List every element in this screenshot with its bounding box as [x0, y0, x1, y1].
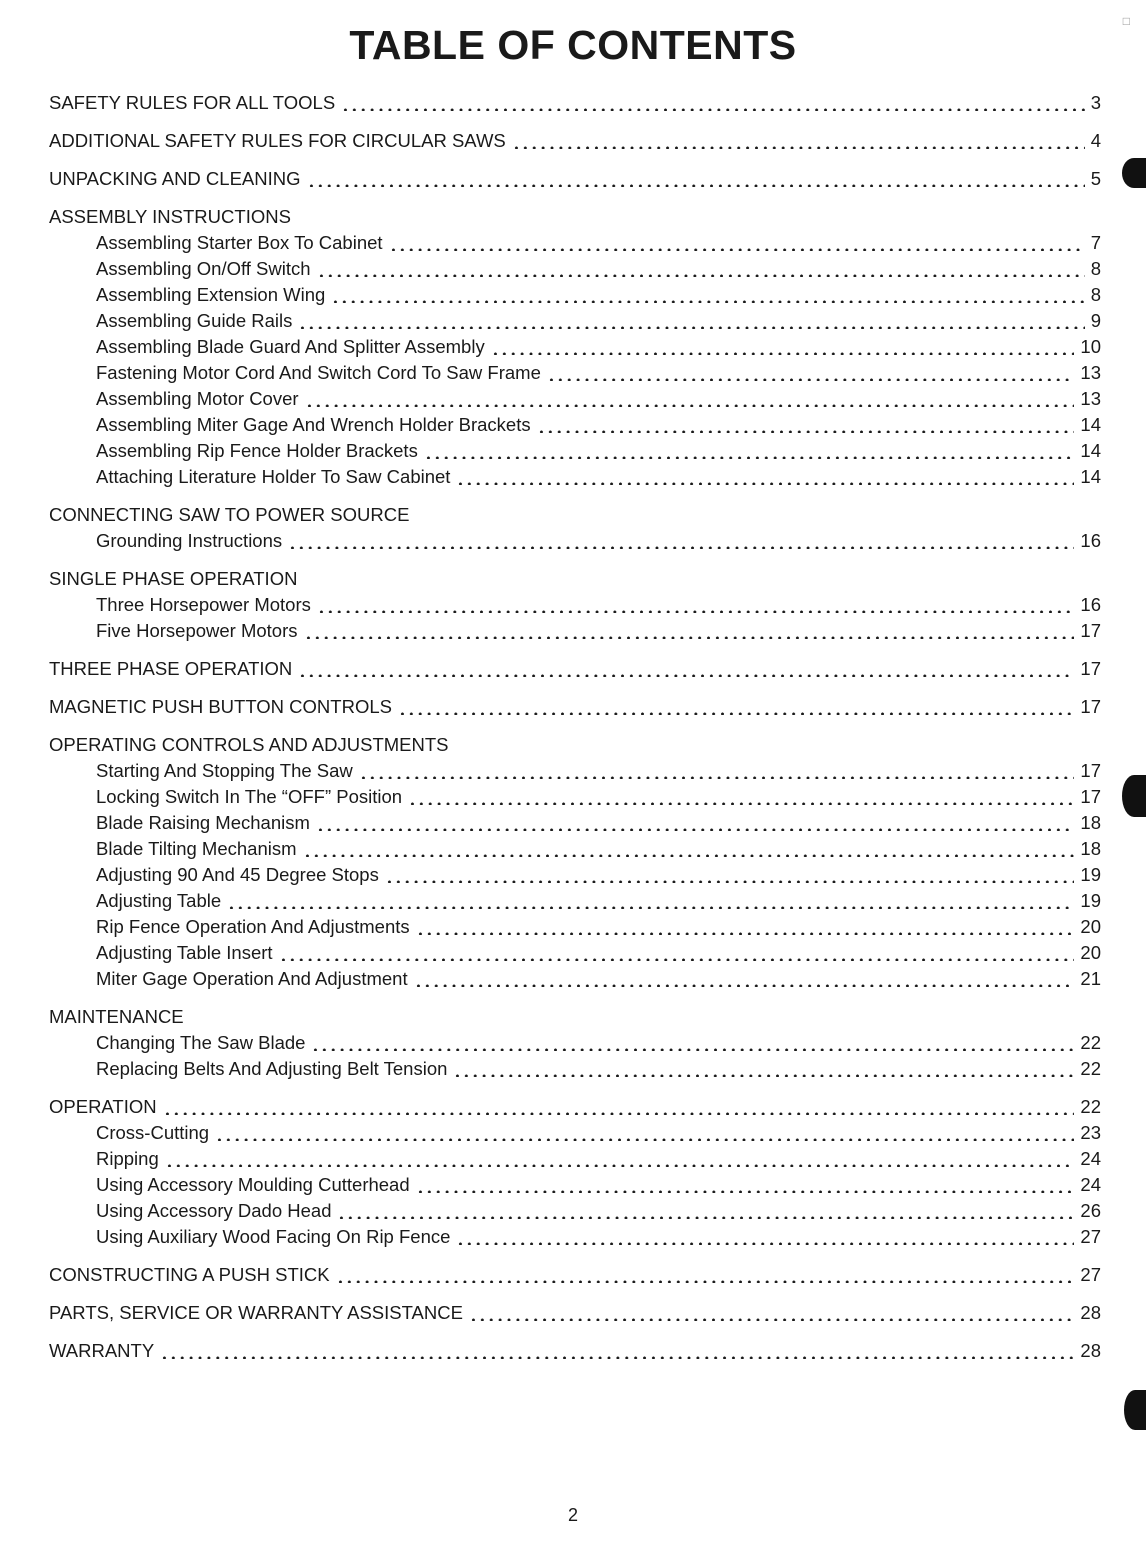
- toc-entry[interactable]: [49, 166, 1101, 192]
- dot-leader: [512, 143, 1085, 149]
- page-title: TABLE OF CONTENTS: [349, 22, 797, 68]
- dot-leader: [389, 245, 1085, 251]
- dot-leader: [163, 1109, 1075, 1115]
- toc-entry[interactable]: [49, 656, 1101, 682]
- toc-page-number: 10: [1080, 336, 1101, 357]
- dot-leader: [317, 271, 1085, 277]
- toc-entry[interactable]: [49, 1094, 1101, 1120]
- dot-leader: [385, 877, 1075, 883]
- toc-entry-label: Adjusting Table: [96, 890, 222, 911]
- toc-subentry[interactable]: [49, 360, 1101, 386]
- toc-entry[interactable]: [49, 694, 1101, 720]
- toc-entry-label: Adjusting Table Insert: [96, 942, 273, 963]
- toc-entry[interactable]: [49, 1338, 1101, 1364]
- toc-section: [49, 166, 1101, 192]
- dot-leader: [453, 1071, 1074, 1077]
- toc-page-number: 13: [1080, 388, 1101, 409]
- toc-subentry[interactable]: [49, 1224, 1101, 1250]
- dot-leader: [307, 181, 1085, 187]
- toc-subentry[interactable]: [49, 592, 1101, 618]
- dot-leader: [456, 479, 1074, 485]
- dot-leader: [416, 1187, 1075, 1193]
- dot-leader: [305, 401, 1075, 407]
- toc-subentry[interactable]: [49, 1120, 1101, 1146]
- dot-leader: [279, 955, 1075, 961]
- toc-entry-label: Five Horsepower Motors: [96, 620, 298, 641]
- toc-section-heading: MAINTENANCE: [49, 1006, 184, 1027]
- toc-page-number: 26: [1080, 1200, 1101, 1221]
- toc-entry-label: Assembling Extension Wing: [96, 284, 326, 305]
- toc-entry[interactable]: [49, 1300, 1101, 1326]
- toc-entry-label: Assembling Motor Cover: [96, 388, 299, 409]
- dot-leader: [298, 671, 1074, 677]
- toc-entry-label: OPERATION: [49, 1096, 157, 1117]
- toc-page-number: 28: [1080, 1340, 1101, 1361]
- toc-subentry[interactable]: [49, 1146, 1101, 1172]
- dot-leader: [414, 981, 1075, 987]
- toc-page-number: 8: [1090, 284, 1101, 305]
- toc-section: [49, 694, 1101, 720]
- toc-entry-label: CONSTRUCTING A PUSH STICK: [49, 1264, 330, 1285]
- toc-entry-label: Assembling Miter Gage And Wrench Holder Brackets: [96, 414, 531, 435]
- page-number: 2: [567, 1505, 578, 1525]
- toc-entry-label: Cross-Cutting: [96, 1122, 210, 1143]
- toc-page-number: 24: [1080, 1148, 1101, 1169]
- dot-leader: [408, 799, 1074, 805]
- dot-leader: [491, 349, 1075, 355]
- toc-page-number: 17: [1080, 786, 1101, 807]
- toc-page-number: 20: [1080, 942, 1101, 963]
- dot-leader: [547, 375, 1075, 381]
- toc-entry-label: UNPACKING AND CLEANING: [49, 168, 301, 189]
- toc-subentry[interactable]: [49, 862, 1101, 888]
- toc-entry-label: Blade Raising Mechanism: [96, 812, 310, 833]
- toc-page-number: 28: [1080, 1302, 1101, 1323]
- toc-subentry[interactable]: [49, 308, 1101, 334]
- toc-entry[interactable]: [49, 1262, 1101, 1288]
- dot-leader: [316, 825, 1075, 831]
- binder-hole-mark: [1122, 775, 1146, 817]
- toc-page-number: 8: [1090, 258, 1101, 279]
- toc-section: [49, 1338, 1101, 1364]
- toc-entry[interactable]: [49, 90, 1101, 116]
- toc-entry-label: Locking Switch In The “OFF” Position: [96, 786, 403, 807]
- dot-leader: [341, 105, 1085, 111]
- toc-subentry[interactable]: [49, 618, 1101, 644]
- dot-leader: [304, 633, 1075, 639]
- toc-page-number: 5: [1090, 168, 1101, 189]
- toc-page-number: 22: [1080, 1032, 1101, 1053]
- dot-leader: [398, 709, 1074, 715]
- toc-entry-label: Changing The Saw Blade: [96, 1032, 306, 1053]
- toc-entry-label: Fastening Motor Cord And Switch Cord To Saw Frame: [96, 362, 541, 383]
- toc-page-number: 19: [1080, 890, 1101, 911]
- toc-entry-label: PARTS, SERVICE OR WARRANTY ASSISTANCE: [49, 1302, 463, 1323]
- toc-entry-label: Using Auxiliary Wood Facing On Rip Fence: [96, 1226, 451, 1247]
- toc-section: [49, 204, 1101, 490]
- toc-subentry[interactable]: [49, 810, 1101, 836]
- toc-section: [49, 502, 1101, 554]
- dot-leader: [303, 851, 1075, 857]
- toc-entry-label: Assembling Starter Box To Cabinet: [96, 232, 383, 253]
- toc-page-number: 18: [1080, 812, 1101, 833]
- toc-page-number: 17: [1080, 620, 1101, 641]
- dot-leader: [336, 1277, 1075, 1283]
- dot-leader: [160, 1353, 1074, 1359]
- toc-page-number: 16: [1080, 530, 1101, 551]
- toc-entry-label: Adjusting 90 And 45 Degree Stops: [96, 864, 379, 885]
- toc-page-number: 17: [1080, 658, 1101, 679]
- toc-entry-label: Ripping: [96, 1148, 159, 1169]
- dot-leader: [288, 543, 1074, 549]
- toc-entry-label: Grounding Instructions: [96, 530, 283, 551]
- dot-leader: [337, 1213, 1074, 1219]
- toc-subentry[interactable]: [49, 464, 1101, 490]
- toc-subentry[interactable]: [49, 1030, 1101, 1056]
- binder-hole-mark: [1124, 1390, 1146, 1430]
- toc-subentry[interactable]: [49, 412, 1101, 438]
- dot-leader: [311, 1045, 1074, 1051]
- toc-entry-label: Blade Tilting Mechanism: [96, 838, 297, 859]
- toc-entry-label: Replacing Belts And Adjusting Belt Tension: [96, 1058, 448, 1079]
- toc-section: [49, 656, 1101, 682]
- toc-page-number: 17: [1080, 696, 1101, 717]
- toc-section: [49, 732, 1101, 992]
- toc-subentry[interactable]: [49, 1056, 1101, 1082]
- toc-section-heading: ASSEMBLY INSTRUCTIONS: [49, 206, 291, 227]
- dot-leader: [359, 773, 1075, 779]
- toc-subentry[interactable]: [49, 386, 1101, 412]
- toc-subentry[interactable]: [49, 282, 1101, 308]
- toc-subentry[interactable]: [49, 334, 1101, 360]
- toc-subentry[interactable]: [49, 256, 1101, 282]
- toc-page-number: 14: [1080, 440, 1101, 461]
- toc-page-number: 16: [1080, 594, 1101, 615]
- toc-subentry[interactable]: [49, 966, 1101, 992]
- corner-mark: □: [1122, 14, 1130, 28]
- toc-page-number: 27: [1080, 1264, 1101, 1285]
- toc-entry-label: MAGNETIC PUSH BUTTON CONTROLS: [49, 696, 392, 717]
- toc-entry-label: Starting And Stopping The Saw: [96, 760, 353, 781]
- toc-section: [49, 1300, 1101, 1326]
- toc-entry-label: Miter Gage Operation And Adjustment: [96, 968, 408, 989]
- toc-subentry[interactable]: [49, 758, 1101, 784]
- dot-leader: [537, 427, 1075, 433]
- toc-entry-label: Assembling Rip Fence Holder Brackets: [96, 440, 418, 461]
- toc-section-heading: SINGLE PHASE OPERATION: [49, 568, 298, 589]
- toc-page-number: 17: [1080, 760, 1101, 781]
- toc-page-number: 3: [1090, 92, 1101, 113]
- dot-leader: [317, 607, 1075, 613]
- toc-subentry[interactable]: [49, 438, 1101, 464]
- table-of-contents: [49, 90, 1101, 1364]
- toc-subentry[interactable]: [49, 1172, 1101, 1198]
- toc-section-heading: OPERATING CONTROLS AND ADJUSTMENTS: [49, 734, 449, 755]
- toc-page-number: 27: [1080, 1226, 1101, 1247]
- dot-leader: [215, 1135, 1074, 1141]
- toc-entry-label: Assembling On/Off Switch: [96, 258, 311, 279]
- toc-entry-label: WARRANTY: [49, 1340, 155, 1361]
- toc-page-number: 22: [1080, 1058, 1101, 1079]
- toc-entry-label: Rip Fence Operation And Adjustments: [96, 916, 410, 937]
- toc-page-number: 21: [1080, 968, 1101, 989]
- toc-page-number: 14: [1080, 414, 1101, 435]
- toc-entry-label: Assembling Blade Guard And Splitter Assembly: [96, 336, 485, 357]
- dot-leader: [227, 903, 1074, 909]
- toc-entry-label: Using Accessory Dado Head: [96, 1200, 332, 1221]
- toc-subentry[interactable]: [49, 1198, 1101, 1224]
- dot-leader: [165, 1161, 1075, 1167]
- dot-leader: [331, 297, 1084, 303]
- toc-entry-label: ADDITIONAL SAFETY RULES FOR CIRCULAR SAWS: [49, 130, 506, 151]
- toc-section: [49, 1004, 1101, 1082]
- binder-hole-mark: [1122, 158, 1146, 188]
- toc-section: [49, 566, 1101, 644]
- toc-entry-label: Assembling Guide Rails: [96, 310, 293, 331]
- toc-entry-label: THREE PHASE OPERATION: [49, 658, 293, 679]
- toc-subentry[interactable]: [49, 888, 1101, 914]
- dot-leader: [456, 1239, 1074, 1245]
- toc-entry-label: Attaching Literature Holder To Saw Cabinet: [96, 466, 451, 487]
- toc-page-number: 4: [1090, 130, 1101, 151]
- toc-page-number: 7: [1090, 232, 1101, 253]
- toc-subentry[interactable]: [49, 940, 1101, 966]
- toc-page-number: 23: [1080, 1122, 1101, 1143]
- toc-subentry[interactable]: [49, 230, 1101, 256]
- toc-subentry[interactable]: [49, 914, 1101, 940]
- toc-section: [49, 90, 1101, 116]
- toc-section: [49, 128, 1101, 154]
- toc-page-number: 20: [1080, 916, 1101, 937]
- toc-page-number: 19: [1080, 864, 1101, 885]
- toc-page-number: 24: [1080, 1174, 1101, 1195]
- dot-leader: [298, 323, 1084, 329]
- dot-leader: [469, 1315, 1074, 1321]
- toc-page-number: 14: [1080, 466, 1101, 487]
- toc-section: [49, 1262, 1101, 1288]
- dot-leader: [424, 453, 1075, 459]
- toc-entry[interactable]: [49, 128, 1101, 154]
- dot-leader: [416, 929, 1075, 935]
- toc-page-number: 18: [1080, 838, 1101, 859]
- toc-entry-label: SAFETY RULES FOR ALL TOOLS: [49, 92, 336, 113]
- toc-section: [49, 1094, 1101, 1250]
- toc-page-number: 13: [1080, 362, 1101, 383]
- toc-subentry[interactable]: [49, 836, 1101, 862]
- toc-entry-label: Using Accessory Moulding Cutterhead: [96, 1174, 410, 1195]
- toc-subentry[interactable]: [49, 784, 1101, 810]
- toc-entry-label: Three Horsepower Motors: [96, 594, 311, 615]
- toc-section-heading: CONNECTING SAW TO POWER SOURCE: [49, 504, 410, 525]
- toc-page-number: 22: [1080, 1096, 1101, 1117]
- toc-subentry[interactable]: [49, 528, 1101, 554]
- toc-page-number: 9: [1090, 310, 1101, 331]
